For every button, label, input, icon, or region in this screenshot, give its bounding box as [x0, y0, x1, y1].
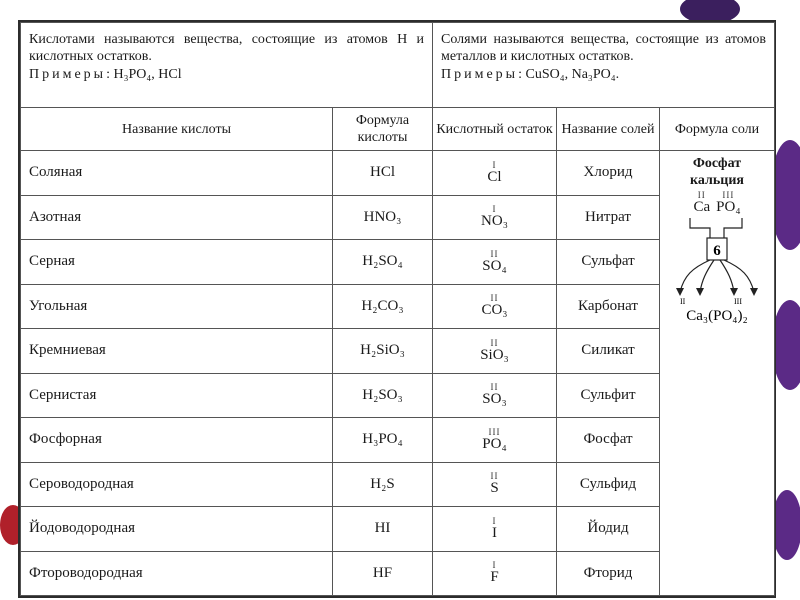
- header-acid-residue: Кислотный остаток: [433, 108, 557, 151]
- acid-name: Серная: [21, 240, 333, 285]
- valence-mark: II: [490, 382, 499, 393]
- valence-mark: III: [488, 426, 501, 437]
- valence-mark: II: [490, 471, 499, 482]
- result-formula: Ca₃(PO₄)₂: [686, 308, 748, 324]
- acid-residue: [433, 284, 557, 329]
- acid-formula: HI: [333, 507, 433, 552]
- arrow-head-2: [696, 288, 704, 296]
- acid-formula: HCl: [333, 151, 433, 196]
- acids-definition: Кислотами называются вещества, состоящие из атомов Н и кислотных остатков.: [29, 32, 424, 64]
- salts-example-1: CuSO₄: [525, 67, 565, 82]
- salt-name: Хлорид: [557, 151, 660, 196]
- residue-formula: SiO₃: [480, 346, 509, 363]
- salts-definition: Солями называются вещества, состоящие из атомов металлов и кислотных остатков.: [441, 32, 767, 64]
- anion-valence: III: [722, 190, 735, 200]
- acid-formula: HF: [333, 551, 433, 596]
- acid-name: Сероводородная: [21, 462, 333, 507]
- acids-example-1: H₃PO₄: [113, 67, 152, 82]
- salt-name: Фосфат: [557, 418, 660, 463]
- arrow-head-1: [676, 288, 684, 296]
- valence-diagram: [662, 216, 772, 336]
- residue-formula: SO₃: [482, 391, 507, 408]
- acids-definition-cell: [21, 23, 433, 108]
- acid-residue: [433, 462, 557, 507]
- decorative-shape-right-2: [772, 300, 800, 390]
- residue-formula: F: [490, 569, 499, 586]
- acids-example-2: HCl: [158, 67, 182, 82]
- anion-symbol: PO₄: [716, 199, 741, 215]
- acid-formula: H₂SiO₃: [333, 329, 433, 374]
- salt-name: Фторид: [557, 551, 660, 596]
- acid-residue: [433, 240, 557, 285]
- valence-mark: II: [490, 293, 499, 304]
- acid-name: Соляная: [21, 151, 333, 196]
- acid-residue: [433, 551, 557, 596]
- acid-name: Азотная: [21, 195, 333, 240]
- result-anion-valence: III: [734, 297, 742, 306]
- header-salt-name: Название солей: [557, 108, 660, 151]
- residue-formula: PO₄: [482, 435, 507, 452]
- valence-mark: II: [490, 248, 499, 259]
- salt-name: Карбонат: [557, 284, 660, 329]
- residue-formula: S: [490, 480, 499, 497]
- salt-name: Сульфат: [557, 240, 660, 285]
- diagram-arrow-2: [700, 260, 714, 292]
- acid-name: Фтороводородная: [21, 551, 333, 596]
- acid-formula: HNO₃: [333, 195, 433, 240]
- salt-example-title-1: Фосфат: [692, 156, 742, 171]
- salt-example-cell: [660, 151, 775, 596]
- acid-formula: H₃PO₄: [333, 418, 433, 463]
- arrow-head-3: [730, 288, 738, 296]
- result-cation-valence: II: [680, 297, 686, 306]
- decorative-shape-right-3: [772, 490, 800, 560]
- acid-residue: [433, 329, 557, 374]
- acids-salts-sheet: [18, 20, 776, 598]
- salt-name: Силикат: [557, 329, 660, 374]
- anion: [716, 191, 740, 216]
- diagram-arrow-3: [720, 260, 734, 292]
- intro-row: [21, 23, 775, 108]
- acids-examples-label: Примеры: [29, 67, 107, 82]
- residue-formula: SO₄: [482, 257, 507, 274]
- header-acid-name: Название кислоты: [21, 108, 333, 151]
- salt-example-ions: [660, 191, 774, 216]
- acid-formula: H₂CO₃: [333, 284, 433, 329]
- residue-formula: Cl: [487, 168, 502, 185]
- acid-residue: [433, 418, 557, 463]
- cation: [693, 191, 710, 216]
- acid-residue: [433, 151, 557, 196]
- residue-formula: I: [492, 524, 497, 541]
- diagram-connector-right: [724, 218, 742, 238]
- salt-name: Сульфид: [557, 462, 660, 507]
- acid-name: Сернистая: [21, 373, 333, 418]
- acid-residue: [433, 195, 557, 240]
- cation-valence: II: [697, 190, 706, 200]
- header-row: [21, 108, 775, 151]
- valence-mark: I: [492, 560, 497, 571]
- salts-example-2: Na₃PO₄: [571, 67, 616, 82]
- salts-examples-label: Примеры: [441, 67, 519, 82]
- valence-mark: II: [490, 337, 499, 348]
- acid-name: Йодоводородная: [21, 507, 333, 552]
- acid-name: Угольная: [21, 284, 333, 329]
- header-salt-formula: Формула соли: [660, 108, 775, 151]
- acid-residue: [433, 507, 557, 552]
- table-row: [21, 151, 775, 196]
- valence-mark: I: [492, 204, 497, 215]
- diagram-arrow-4: [724, 260, 754, 292]
- diagram-arrow-1: [680, 260, 710, 292]
- residue-formula: CO₃: [481, 302, 508, 319]
- salts-definition-cell: [433, 23, 775, 108]
- acid-formula: H₂S: [333, 462, 433, 507]
- acids-examples: Примеры: H₃PO₄, HCl: [29, 67, 182, 82]
- salt-name: Йодид: [557, 507, 660, 552]
- acid-formula: H₂SO₃: [333, 373, 433, 418]
- salt-example-title-2: кальция: [690, 173, 744, 188]
- acid-residue: [433, 373, 557, 418]
- arrow-head-4: [750, 288, 758, 296]
- diagram-connector-left: [690, 218, 710, 238]
- residue-formula: NO₃: [481, 213, 508, 230]
- acid-formula: H₂SO₄: [333, 240, 433, 285]
- salt-name: Сульфит: [557, 373, 660, 418]
- salt-name: Нитрат: [557, 195, 660, 240]
- acids-salts-table: [20, 22, 775, 596]
- lcm-value: 6: [713, 243, 721, 259]
- header-acid-formula: Формула кислоты: [333, 108, 433, 151]
- acid-name: Фосфорная: [21, 418, 333, 463]
- salts-examples: Примеры: CuSO₄, Na₃PO₄.: [441, 67, 620, 82]
- valence-mark: I: [492, 515, 497, 526]
- acid-name: Кремниевая: [21, 329, 333, 374]
- valence-mark: I: [492, 159, 497, 170]
- cation-symbol: Ca: [693, 199, 711, 215]
